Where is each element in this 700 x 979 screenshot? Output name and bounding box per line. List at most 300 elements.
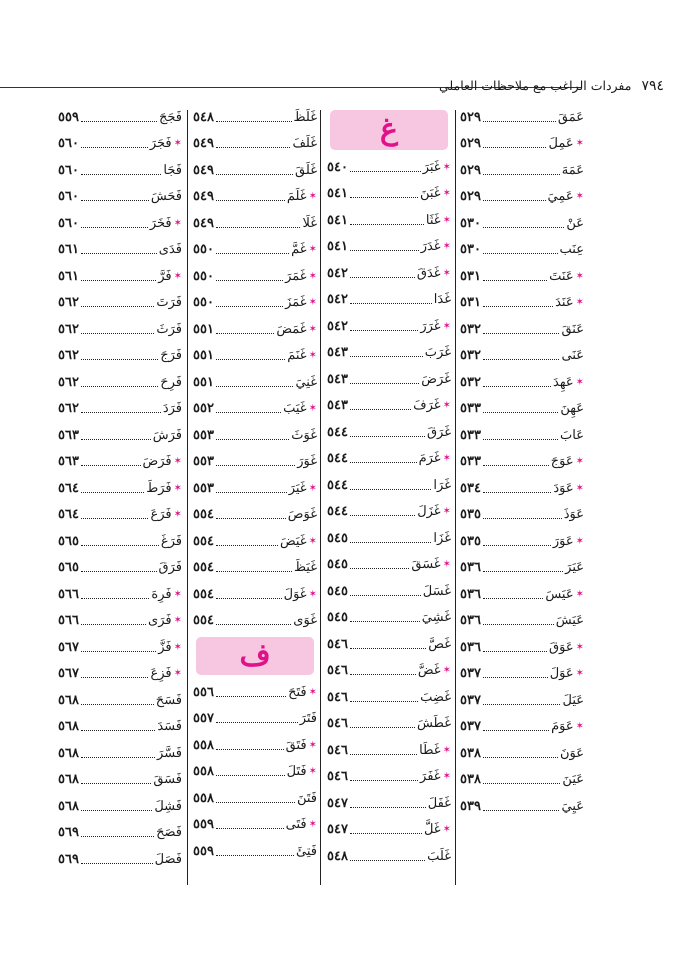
entry-word-text: عَوَدَ [553,480,574,496]
entry-page-number: ٥٦١ [58,268,79,284]
leader-dots [350,648,426,649]
entry-page-number: ٥٦٩ [58,825,79,841]
entry-page-number: ٥٥٨ [193,790,214,806]
entry-page-number: ٥٣٢ [460,321,481,337]
entry-word [553,375,584,390]
entry-page-number: ٥٤٩ [193,189,214,205]
entry-word-text: عَنْ [566,215,584,231]
entry-page-number: ٥٦٠ [58,136,79,152]
leader-dots [483,412,558,413]
leader-dots [216,545,278,546]
index-entry [58,104,182,131]
entry-page-number: ٥٤٩ [193,162,214,178]
entry-word [291,428,317,443]
leader-dots [216,465,295,466]
index-entry [327,578,451,605]
asterisk-icon: ✶ [173,615,182,627]
index-entry [58,661,182,688]
entry-page-number: ٥٦٢ [58,295,79,311]
entry-word-text: غَلَبَ [427,848,451,864]
page-number: ٧٩٤ [641,78,664,94]
index-entry [193,706,317,733]
entry-word-text: غَفَرَ [420,769,441,785]
leader-dots [81,333,154,334]
entry-page-number: ٥٦٩ [58,851,79,867]
asterisk-icon: ✶ [442,214,451,226]
index-entry [327,843,451,870]
entry-page-number: ٥٥٣ [193,427,214,443]
index-entry [193,210,317,237]
entry-page-number: ٥٢٩ [460,109,481,125]
entry-word [553,534,584,549]
entry-word [561,322,584,337]
index-entry [193,396,317,423]
entry-word [291,242,317,257]
entry-word-text: عَيَشَ [555,613,584,629]
index-entry [193,422,317,449]
asterisk-icon: ✶ [442,506,451,518]
index-entry [327,605,451,632]
entry-word [560,428,584,443]
index-entry [327,366,451,393]
entry-page-number: ٥٣٧ [460,692,481,708]
index-entry [460,396,584,423]
index-entry [193,528,317,555]
asterisk-icon: ✶ [308,350,317,362]
entry-word-text: فَصَلَ [154,851,182,867]
index-entry [460,422,584,449]
entry-page-number: ٥٥٠ [193,295,214,311]
entry-page-number: ٥٦٤ [58,507,79,523]
leader-dots [350,674,416,675]
entry-word [155,852,182,867]
book-title: مفردات الراغب مع ملاحظات العاملي [438,78,632,93]
leader-dots [483,439,558,440]
entry-word-text: غَرَمَ [418,451,441,467]
leader-dots [81,492,144,493]
entry-word-text: عَيَرَ [565,560,584,576]
entry-word-text: غَمَزَ [285,295,307,311]
leader-dots [483,571,563,572]
leader-dots [350,436,425,437]
leader-dots [350,277,415,278]
entry-word-text: عَمِيَ [547,189,574,205]
asterisk-icon: ✶ [575,482,584,494]
leader-dots [350,462,417,463]
leader-dots [81,836,154,837]
entry-word [288,507,317,522]
letter-heading-glyph: ف [239,638,271,673]
entry-word-text: فَتِئَ [296,843,317,859]
entry-word [163,163,182,178]
entry-word-text: غَشِيَ [421,610,451,626]
asterisk-icon: ✶ [173,217,182,229]
index-entry [327,446,451,473]
entry-page-number: ٥٦٥ [58,533,79,549]
index-entry [327,472,451,499]
entry-page-number: ٥٦٧ [58,666,79,682]
entry-word-text: غَرَفَ [413,398,441,414]
index-entry [327,287,451,314]
letter-heading [330,110,448,150]
leader-dots [216,227,300,228]
index-entry [460,184,584,211]
entry-word [553,481,584,496]
entry-word [297,454,317,469]
entry-word-text: غَزَا [433,530,451,546]
entry-word [154,799,182,814]
leader-dots [350,197,418,198]
entry-page-number: ٥٥٩ [193,817,214,833]
entry-word-text: غَوَثَ [291,427,317,443]
entry-page-number: ٥٣٢ [460,348,481,364]
asterisk-icon: ✶ [442,559,451,571]
entry-word [428,637,451,652]
leader-dots [483,121,556,122]
leader-dots [216,333,274,334]
entry-word [160,348,182,363]
entry-page-number: ٥٦٢ [58,321,79,337]
entry-word-text: عَوَجَ [550,454,574,470]
entry-word [287,348,317,363]
leader-dots [350,250,419,251]
entry-word [421,372,451,387]
asterisk-icon: ✶ [308,244,317,256]
leader-dots [483,704,561,705]
entry-page-number: ٥٤٤ [327,504,348,520]
entry-word [143,454,183,469]
entry-word [560,401,584,416]
index-entry [58,555,182,582]
entry-page-number: ٥٥١ [193,348,214,364]
index-entry [327,711,451,738]
entry-page-number: ٥٦٠ [58,215,79,231]
index-entry [460,661,584,688]
leader-dots [81,280,156,281]
entry-word-text: فَجَا [163,162,182,178]
entry-word [296,844,317,859]
entry-word-text: فَرَشَ [152,427,182,443]
entry-word-text: غَدَا [433,292,451,308]
entry-word-text: عَنَقَ [561,321,584,337]
entry-word-text: فَخَرَ [149,215,172,231]
index-entry [460,608,584,635]
asterisk-icon: ✶ [442,241,451,253]
asterisk-icon: ✶ [575,588,584,600]
entry-page-number: ٥٣٠ [460,242,481,258]
index-entry [58,449,182,476]
entry-page-number: ٥٣٦ [460,613,481,629]
entry-word [417,716,451,731]
index-entry [460,475,584,502]
entry-word [566,216,584,231]
entry-page-number: ٥٣٢ [460,374,481,390]
entry-word-text: فَرَضَ [142,454,172,470]
entry-word [418,663,451,678]
asterisk-icon: ✶ [575,456,584,468]
index-entry [327,393,451,420]
entry-word [420,186,451,201]
entry-word-text: عَوَنَ [559,745,584,761]
index-entry [193,369,317,396]
entry-word-text: فَرَعَ [150,507,172,523]
entry-word [419,743,451,758]
entry-word-text: فَسَّرَ [157,745,182,761]
asterisk-icon: ✶ [173,641,182,653]
entry-word [294,110,317,125]
entry-page-number: ٥٦٨ [58,745,79,761]
entry-page-number: ٥٦٣ [58,454,79,470]
asterisk-icon: ✶ [173,509,182,521]
entry-word [148,613,182,628]
index-entry [327,684,451,711]
asterisk-icon: ✶ [308,191,317,203]
leader-dots [483,492,551,493]
entry-word-text: فَرَغَ [160,533,182,549]
entry-word [297,791,317,806]
entry-page-number: ٥٣٥ [460,507,481,523]
entry-word-text: غَيَظَ [293,560,317,576]
entry-page-number: ٥٣٦ [460,639,481,655]
leader-dots [81,651,156,652]
entry-word-text: فَجَرَ [149,136,172,152]
entry-word-text: عَابَ [560,427,584,443]
index-entry [58,396,182,423]
index-entry [327,658,451,685]
entry-word [562,772,584,787]
entry-word-text: غَضَّ [417,663,441,679]
index-entry [58,131,182,158]
entry-word-text: عَهِدَ [553,374,574,390]
asterisk-icon: ✶ [173,482,182,494]
leader-dots [483,598,543,599]
entry-word-text: عَيِيَ [561,798,584,814]
entry-word-text: عَهِنَ [560,401,584,417]
entry-word [550,666,584,681]
asterisk-icon: ✶ [575,641,584,653]
leader-dots [216,775,285,776]
entry-word-text: فَرَقَ [158,560,182,576]
entry-word [551,454,584,469]
entry-word [150,666,182,681]
index-entry [327,525,451,552]
entry-word-text: فَرَى [148,613,172,629]
asterisk-icon: ✶ [173,456,182,468]
entry-word [156,295,182,310]
entry-page-number: ٥٦٤ [58,480,79,496]
entry-page-number: ٥٦٨ [58,692,79,708]
leader-dots [216,598,282,599]
leader-dots [350,224,424,225]
leader-dots [81,677,149,678]
leader-dots [216,696,286,697]
entry-word [562,693,584,708]
index-entry [58,793,182,820]
entry-word [157,746,182,761]
entry-word-text: فَدَى [158,242,182,258]
entry-page-number: ٥٤٧ [327,795,348,811]
asterisk-icon: ✶ [442,771,451,783]
entry-word [161,534,182,549]
column-divider [187,110,188,885]
leader-dots [350,515,415,516]
asterisk-icon: ✶ [442,665,451,677]
entry-page-number: ٥٤٦ [327,769,348,785]
entry-word [551,719,584,734]
entry-word-text: عَيَنَ [562,772,584,788]
entry-word [425,345,451,360]
entry-word-text: فَرَّ [158,268,172,284]
entry-word-text: فَرَدَ [162,401,182,417]
entry-page-number: ٥٦١ [58,242,79,258]
entry-word [560,746,584,761]
leader-dots [216,624,291,625]
index-entry [193,475,317,502]
index-entry [460,581,584,608]
leader-dots [81,624,146,625]
entry-word [300,711,317,726]
asterisk-icon: ✶ [442,824,451,836]
entry-word [159,110,182,125]
entry-word [150,507,182,522]
entry-page-number: ٥٤٢ [327,292,348,308]
index-column-2 [327,104,451,870]
index-entry [327,234,451,261]
leader-dots [81,439,151,440]
entry-word-text: غَمَضَ [276,321,307,337]
entry-word [433,478,451,493]
asterisk-icon: ✶ [308,535,317,547]
entry-word-text: فَسَحَ [155,692,182,708]
entry-word [287,764,317,779]
entry-word [549,269,584,284]
entry-word-text: غَمَّ [291,242,307,258]
index-entry [58,343,182,370]
leader-dots [81,147,148,148]
leader-dots [81,518,149,519]
leader-dots [216,855,294,856]
entry-page-number: ٥٣٨ [460,772,481,788]
index-entry [193,608,317,635]
entry-word [549,640,584,655]
entry-word [558,110,584,125]
entry-word-text: عَيَلَ [562,692,584,708]
entry-word [158,640,182,655]
leader-dots [483,465,549,466]
index-entry [193,104,317,131]
entry-word-text: غَرَبَ [424,345,451,361]
entry-word-text: غَنَمَ [287,348,307,364]
index-entry [460,210,584,237]
asterisk-icon: ✶ [575,191,584,203]
leader-dots [81,571,157,572]
index-entry [193,838,317,865]
leader-dots [483,545,551,546]
index-entry [327,790,451,817]
index-entry [460,263,584,290]
entry-page-number: ٥٤٢ [327,265,348,281]
entry-page-number: ٥٣٠ [460,215,481,231]
entry-page-number: ٥٣٩ [460,798,481,814]
index-entry [58,528,182,555]
entry-word-text: فَزِعَ [150,666,172,682]
asterisk-icon: ✶ [575,297,584,309]
entry-word [413,398,451,413]
index-entry [327,260,451,287]
entry-word-text: غَوَصَ [287,507,317,523]
entry-page-number: ٥٦٠ [58,189,79,205]
leader-dots [483,783,560,784]
index-entry [193,316,317,343]
entry-word [156,825,182,840]
entry-page-number: ٥٤٣ [327,345,348,361]
leader-dots [350,171,421,172]
leader-dots [81,306,154,307]
entry-word-text: غَلَا [302,215,317,231]
index-entry [193,679,317,706]
index-entry [460,528,584,555]
entry-word-text: فَتَلَ [286,764,307,780]
entry-word-text: غَرَرَ [420,318,441,334]
index-column-1 [460,104,584,820]
entry-page-number: ٥٢٩ [460,136,481,152]
entry-word-text: فَرَتَ [156,295,182,311]
entry-word-text: غَسَقَ [411,557,441,573]
leader-dots [216,749,284,750]
entry-word-text: فَتَقَ [285,737,307,753]
leader-dots [216,359,285,360]
entry-page-number: ٥٣٨ [460,745,481,761]
leader-dots [216,253,289,254]
asterisk-icon: ✶ [442,161,451,173]
index-entry [460,369,584,396]
entry-word [295,375,317,390]
entry-page-number: ٥٤٩ [193,215,214,231]
leader-dots [216,306,283,307]
index-entry [193,157,317,184]
leader-dots [350,568,409,569]
entry-word [286,817,317,832]
index-entry [58,237,182,264]
leader-dots [216,386,293,387]
entry-word [293,613,317,628]
leader-dots [483,306,553,307]
leader-dots [81,783,151,784]
leader-dots [81,465,141,466]
leader-dots [483,333,560,334]
leader-dots [350,595,421,596]
index-entry [193,131,317,158]
index-entry [58,263,182,290]
entry-word-text: غَلَقَ [295,162,317,178]
entry-word-text: فَتَرَ [299,711,317,727]
entry-word [283,401,317,416]
index-entry [193,785,317,812]
index-entry [327,340,451,367]
entry-word-text: غَلَّ [423,822,441,838]
index-entry [193,759,317,786]
entry-page-number: ٥٤١ [327,212,348,228]
leader-dots [350,780,418,781]
asterisk-icon: ✶ [442,453,451,465]
leader-dots [216,722,298,723]
letter-heading [196,637,314,675]
leader-dots [216,518,286,519]
asterisk-icon: ✶ [575,721,584,733]
leader-dots [81,757,155,758]
entry-word [287,189,317,204]
entry-word-text: غَرَقَ [426,424,451,440]
